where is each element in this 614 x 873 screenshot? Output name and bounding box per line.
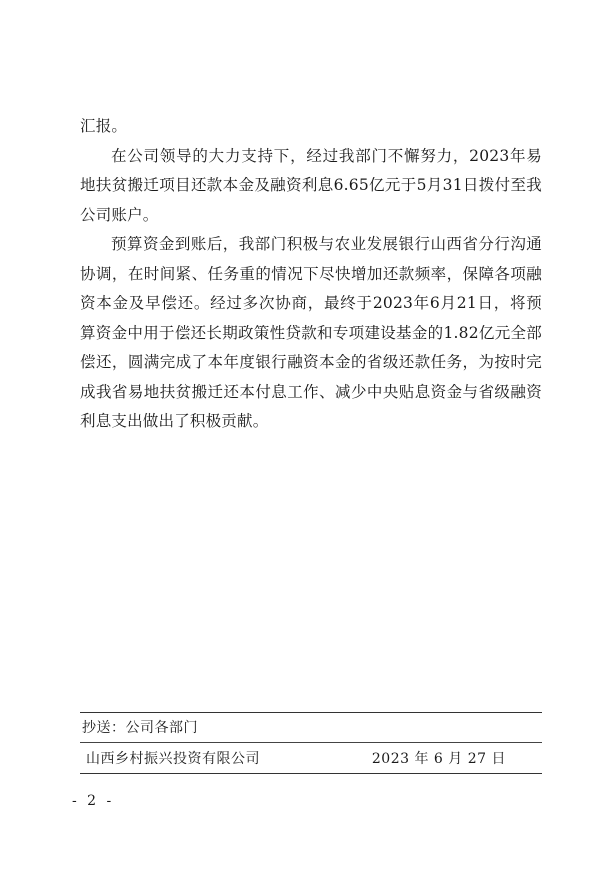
paragraph-continuation: 汇报。 [80, 117, 128, 135]
footer-divider-middle [80, 742, 542, 743]
issue-date: 2023 年 6 月 27 日 [371, 751, 506, 767]
cc-recipients: 抄送：公司各部门 [82, 720, 198, 736]
footer-divider-bottom [80, 773, 542, 774]
paragraph-repayment: 预算资金到账后，我部门积极与农业发展银行山西省分行沟通协调，在时间紧、任务重的情况下尽快增加还款频率，保障各项融资本金及早偿还。经过多次协商，最终于2023年6月21日，将预算资金中用于偿还长期政策性贷款和专项建设基金的1.82亿元全部偿还，圆满完成了本年度银行融资本金的省级还款任务，为按时完成我省易地扶贫搬迁还本付息工作、减少中央贴息资金与省级融资利息支出做出了积极贡献。 [80, 235, 542, 430]
issuer-name: 山西乡村振兴投资有限公司 [86, 751, 260, 767]
page-number: - 2 - [72, 793, 115, 809]
paragraph-funds-received: 在公司领导的大力支持下，经过我部门不懈努力，2023年易地扶贫搬迁项目还款本金及融资利息6.65亿元于5月31日拨付至我公司账户。 [80, 146, 542, 224]
document-body [80, 112, 542, 437]
footer-divider-top [80, 712, 542, 713]
